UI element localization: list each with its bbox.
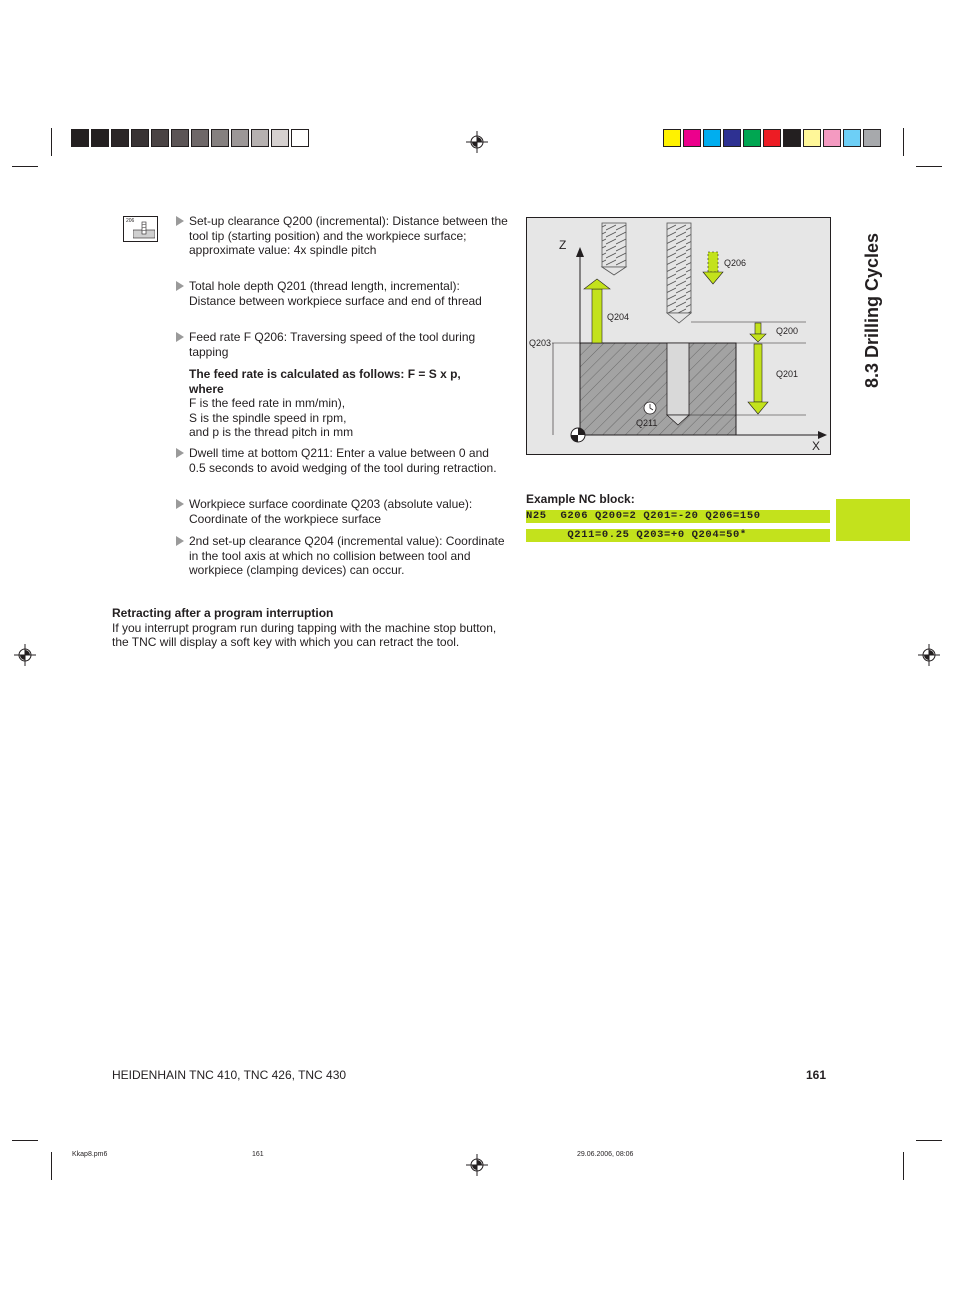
crop-mark	[12, 1140, 38, 1141]
chapter-tab	[836, 499, 910, 541]
q200-label: Q200	[776, 326, 799, 336]
grey-swatch	[191, 129, 209, 147]
grey-swatch	[71, 129, 89, 147]
registration-mark-icon	[466, 1154, 488, 1176]
formula-line: S is the spindle speed in rpm,	[189, 410, 347, 425]
registration-mark-icon	[466, 131, 488, 153]
list-item-q201	[176, 279, 508, 308]
z-axis-label: Z	[559, 238, 567, 252]
color-swatch	[663, 129, 681, 147]
q211-label: Q211	[636, 418, 658, 428]
retract-body: If you interrupt program run during tapping with the machine stop button, the TNC will display a soft key with which you can retract the tool.	[112, 620, 497, 649]
tapping-icon	[133, 221, 155, 239]
crop-mark	[51, 128, 52, 156]
retract-section	[112, 606, 510, 650]
nc-block-line: Q211=0.25 Q203=+0 Q204=50*	[526, 529, 830, 542]
formula-line: F is the feed rate in mm/min),	[189, 396, 346, 410]
grey-swatch	[171, 129, 189, 147]
formula-heading: The feed rate is calculated as follows: F = S x p, where	[189, 367, 461, 396]
retract-heading: Retracting after a program interruption	[112, 606, 334, 620]
section-title-text: 8.3 Drilling Cycles	[862, 232, 882, 388]
bullet-arrow-icon	[176, 536, 184, 546]
cycle-206-softkey-icon	[123, 216, 158, 242]
list-item-text: Dwell time at bottom Q211: Enter a value between 0 and 0.5 seconds to avoid wedging of the tool during retraction.	[189, 446, 497, 475]
slug-file: Kkap8.pm6	[72, 1151, 108, 1158]
q203-label: Q203	[529, 338, 552, 348]
list-item-q211	[176, 446, 508, 475]
list-item-q206	[176, 330, 508, 359]
grey-swatch	[291, 129, 309, 147]
nc-block-heading: Example NC block:	[526, 492, 635, 506]
registration-mark-icon	[918, 644, 940, 666]
grey-swatch	[131, 129, 149, 147]
grey-swatch	[111, 129, 129, 147]
q204-label: Q204	[607, 312, 630, 322]
crop-mark	[51, 1152, 52, 1180]
bullet-arrow-icon	[176, 216, 184, 226]
list-item-text: 2nd set-up clearance Q204 (incremental value): Coordinate in the tool axis at which no collision between tool and workpiece (clamping devices) can occur.	[189, 534, 505, 577]
list-item-text: Workpiece surface coordinate Q203 (absolute value): Coordinate of the workpiece surface	[189, 497, 473, 526]
list-item-text: Total hole depth Q201 (thread length, incremental): Distance between workpiece surface and end of thread	[189, 279, 482, 308]
list-item-text: Feed rate F Q206: Traversing speed of the tool during tapping	[189, 330, 476, 359]
crop-mark	[916, 166, 942, 167]
list-item-q200	[176, 214, 508, 258]
grey-swatch	[151, 129, 169, 147]
x-axis-label: X	[812, 439, 821, 453]
list-item-q204	[176, 534, 508, 578]
nc-block-line: N25 G206 Q200=2 Q201=-20 Q206=150	[526, 510, 830, 523]
bullet-arrow-icon	[176, 281, 184, 291]
color-swatch	[723, 129, 741, 147]
color-swatch	[763, 129, 781, 147]
slug-page: 161	[252, 1151, 264, 1158]
color-swatch	[803, 129, 821, 147]
bullet-arrow-icon	[176, 332, 184, 342]
list-item-q203	[176, 497, 508, 526]
color-swatch	[703, 129, 721, 147]
tapping-cycle-diagram	[526, 217, 831, 455]
crop-mark	[12, 166, 38, 167]
grey-swatch	[211, 129, 229, 147]
formula-line: and p is the thread pitch in mm	[189, 425, 354, 439]
section-title	[822, 216, 900, 390]
q201-label: Q201	[776, 369, 799, 379]
grey-swatch	[231, 129, 249, 147]
slug-date: 29.06.2006, 08:06	[577, 1151, 634, 1158]
registration-mark-icon	[14, 644, 36, 666]
grey-swatch	[251, 129, 269, 147]
softkey-icon-label: 206	[126, 218, 135, 224]
page-number: 161	[806, 1068, 827, 1082]
color-swatch	[863, 129, 881, 147]
crop-mark	[903, 1152, 904, 1180]
crop-mark	[903, 128, 904, 156]
bullet-arrow-icon	[176, 448, 184, 458]
color-swatch	[783, 129, 801, 147]
list-item-text: Set-up clearance Q200 (incremental): Distance between the tool tip (starting position) and the workpiece surface; approximate value: 4x spindle pitch	[189, 214, 508, 257]
crop-mark	[916, 1140, 942, 1141]
color-swatch	[823, 129, 841, 147]
bullet-arrow-icon	[176, 499, 184, 509]
feed-rate-formula	[189, 367, 489, 440]
grey-swatch	[271, 129, 289, 147]
q206-label: Q206	[724, 258, 747, 268]
grey-swatch	[91, 129, 109, 147]
color-swatch	[843, 129, 861, 147]
footer-product: HEIDENHAIN TNC 410, TNC 426, TNC 430	[112, 1068, 347, 1082]
color-swatch	[743, 129, 761, 147]
color-swatch	[683, 129, 701, 147]
